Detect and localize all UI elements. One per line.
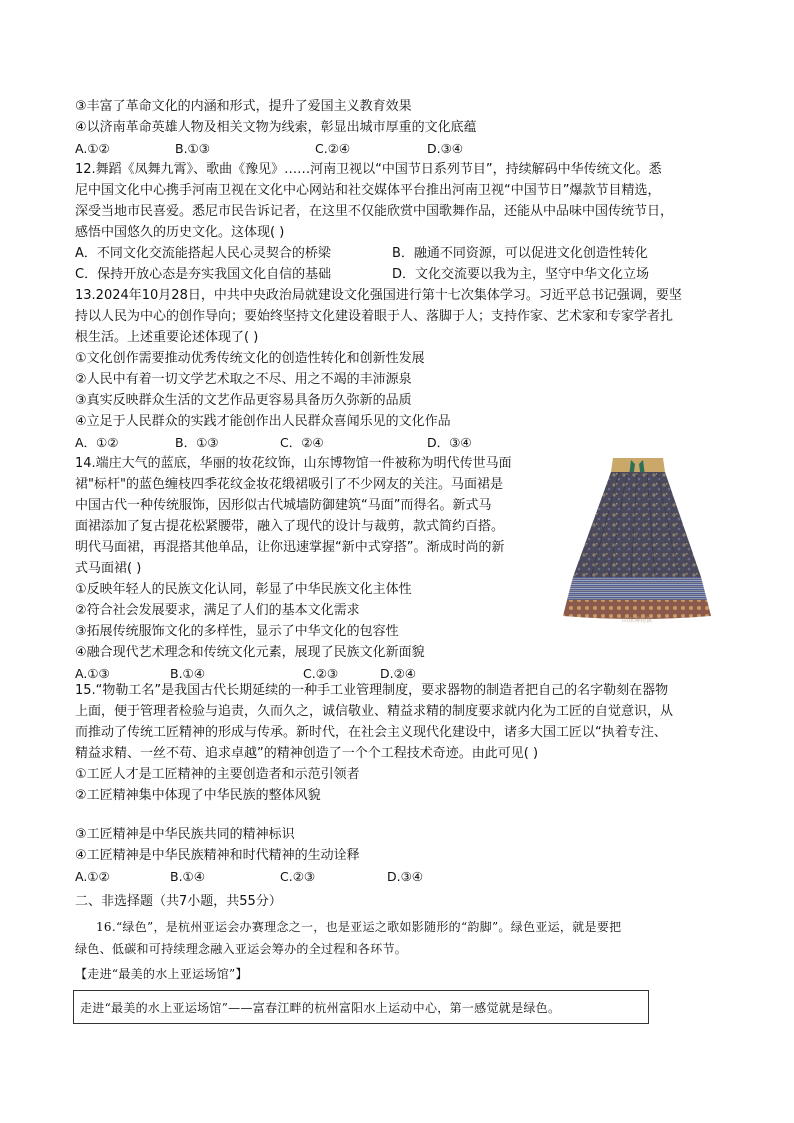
section-2-heading: 二、非选择题（共7小题，共55分）	[75, 894, 282, 909]
q14-option-d: D.②④	[380, 666, 417, 681]
q15-statement-1: ①工匠人才是工匠精神的主要创造者和示范引领者	[75, 767, 360, 782]
q15-option-c: C.②③	[280, 869, 316, 884]
image-watermark: 山东博物馆	[621, 617, 653, 624]
q15-stem-line-2: 上面，便于管理者检验与追责，久而久之，诚信敬业、精益求精的制度要求就内化为工匠的自觉意识，从	[75, 704, 674, 719]
q14-stem-line-4: 面裙添加了复古提花松紧腰带，融入了现代的设计与裁剪，款式简约百搭。	[75, 519, 505, 534]
q12-stem-line-1: 12.舞蹈《凤舞九霄》、歌曲《豫见》……河南卫视以“中国节日系列节目”，持续解码中华传统文化。悉	[75, 162, 662, 177]
q14-option-b: B.①④	[170, 666, 205, 681]
q12-stem-line-3: 深受当地市民喜爱。悉尼市民告诉记者，在这里不仅能欣赏中国歌舞作品，还能从中品味中国传统节日，	[75, 204, 674, 219]
q15-option-a: A.①②	[75, 869, 110, 884]
q13-stem-line-1: 13.2024年10月28日，中共中央政治局就建设文化强国进行第十七次集体学习。习近平总书记强调，要坚	[75, 288, 682, 303]
q13-option-b: B．①③	[175, 435, 219, 450]
q14-stem-line-1: 14.端庄大气的蓝底，华丽的妆花纹饰，山东博物馆一件被称为明代传世马面	[75, 456, 512, 471]
q14-stem-line-3: 中国古代一种传统服饰，因形似古代城墙防御建筑“马面”而得名。新式马	[75, 498, 492, 513]
q15-statement-4: ④工匠精神是中华民族精神和时代精神的生动诠释	[75, 848, 360, 863]
q15-option-b: B.①④	[170, 869, 205, 884]
q14-statement-3: ③拓展传统服饰文化的多样性，显示了中华文化的包容性	[75, 624, 399, 639]
q13-statement-4: ④立足于人民群众的实践才能创作出人民群众喜闻乐见的文化作品	[75, 414, 451, 429]
q11-option-b: B.①③	[175, 141, 210, 156]
q12-stem-line-2: 尼中国文化中心携手河南卫视在文化中心网站和社交媒体平台推出河南卫视“中国节日”爆款节目精选，	[75, 183, 661, 198]
q11-statement-3: ③丰富了革命文化的内涵和形式，提升了爱国主义教育效果	[75, 99, 412, 114]
q13-option-c: C．②④	[280, 435, 324, 450]
q13-statement-3: ③真实反映群众生活的文艺作品更容易具备历久弥新的品质	[75, 393, 412, 408]
q16-stem-line-1: 16.“绿色”，是杭州亚运会办赛理念之一，也是亚运之歌如影随形的“韵脚”。绿色亚运，就是要把	[96, 920, 622, 934]
q12-option-d: D．文化交流要以我为主，坚守中华文化立场	[392, 267, 650, 282]
q11-option-d: D.③④	[427, 141, 464, 156]
q14-stem-line-6: 式马面裙( )	[75, 561, 142, 576]
q15-stem-line-1: 15.“物勒工名”是我国古代长期延续的一种手工业管理制度，要求器物的制造者把自己的名字勒刻在器物	[75, 683, 669, 698]
q14-statement-1: ①反映年轻人的民族文化认同，彰显了中华民族文化主体性	[75, 582, 412, 597]
q13-statement-1: ①文化创作需要推动优秀传统文化的创造性转化和创新性发展	[75, 351, 425, 366]
q12-stem-line-4: 感悟中国悠久的历史文化。这体现( )	[75, 225, 285, 240]
q13-option-a: A．①②	[75, 435, 119, 450]
material-box-text: 走进“最美的水上亚运场馆”——富春江畔的杭州富阳水上运动中心，第一感觉就是绿色。	[80, 1001, 561, 1015]
q11-option-a: A.①②	[75, 141, 110, 156]
q16-stem-line-2: 绿色、低碳和可持续理念融入亚运会筹办的全过程和各环节。	[75, 942, 408, 956]
q14-option-c: C.②③	[303, 666, 339, 681]
q14-stem-line-5: 明代马面裙，再混搭其他单品，让你迅速掌握“新中式穿搭”。渐成时尚的新	[75, 540, 505, 555]
q13-option-d: D．③④	[427, 435, 472, 450]
q12-option-b: B．融通不同资源，可以促进文化创造性转化	[392, 246, 648, 261]
waistband-shape	[611, 458, 665, 472]
q15-stem-line-3: 而推动了传统工匠精神的形成与传承。新时代，在社会主义现代化建设中，诸多大国工匠以“执着专注、	[75, 725, 667, 740]
q14-statement-4: ④融合现代艺术理念和传统文化元素，展现了民族文化新面貌	[75, 645, 425, 660]
q13-statement-2: ②人民中有着一切文学艺术取之不尽、用之不竭的丰沛源泉	[75, 372, 412, 387]
q13-stem-line-3: 根生活。上述重要论述体现了( )	[75, 330, 259, 345]
q14-stem-line-2: 裙"标杆"的蓝色缠枝四季花纹金妆花缎裙吸引了不少网友的关注。马面裙是	[75, 477, 503, 492]
q15-statement-2: ②工匠精神集中体现了中华民族的整体风貌	[75, 788, 321, 803]
q16-sub-heading: 【走进“最美的水上亚运场馆”】	[75, 967, 248, 981]
q14-statement-2: ②符合社会发展要求，满足了人们的基本文化需求	[75, 603, 360, 618]
q11-statement-4: ④以济南革命英雄人物及相关文物为线索，彰显出城市厚重的文化底蕴	[75, 120, 477, 135]
q11-option-c: C.②④	[315, 141, 351, 156]
q13-stem-line-2: 持以人民为中心的创作导向；要始终坚持文化建设着眼于人、落脚于人；支持作家、艺术家和专家学者扎	[75, 309, 674, 324]
q15-stem-line-4: 精益求精、一丝不苟、追求卓越”的精神创造了一个个工程技术奇迹。由此可见( )	[75, 746, 539, 761]
mamian-skirt-image	[551, 452, 723, 624]
q12-option-c: C．保持开放心态是夯实我国文化自信的基础	[75, 267, 332, 282]
q15-statement-3: ③工匠精神是中华民族共同的精神标识	[75, 827, 295, 842]
q14-option-a: A.①③	[75, 666, 110, 681]
q12-option-a: A．不同文化交流能搭起人民心灵契合的桥梁	[75, 246, 331, 261]
q15-option-d: D.③④	[387, 869, 424, 884]
material-box	[73, 990, 649, 1024]
